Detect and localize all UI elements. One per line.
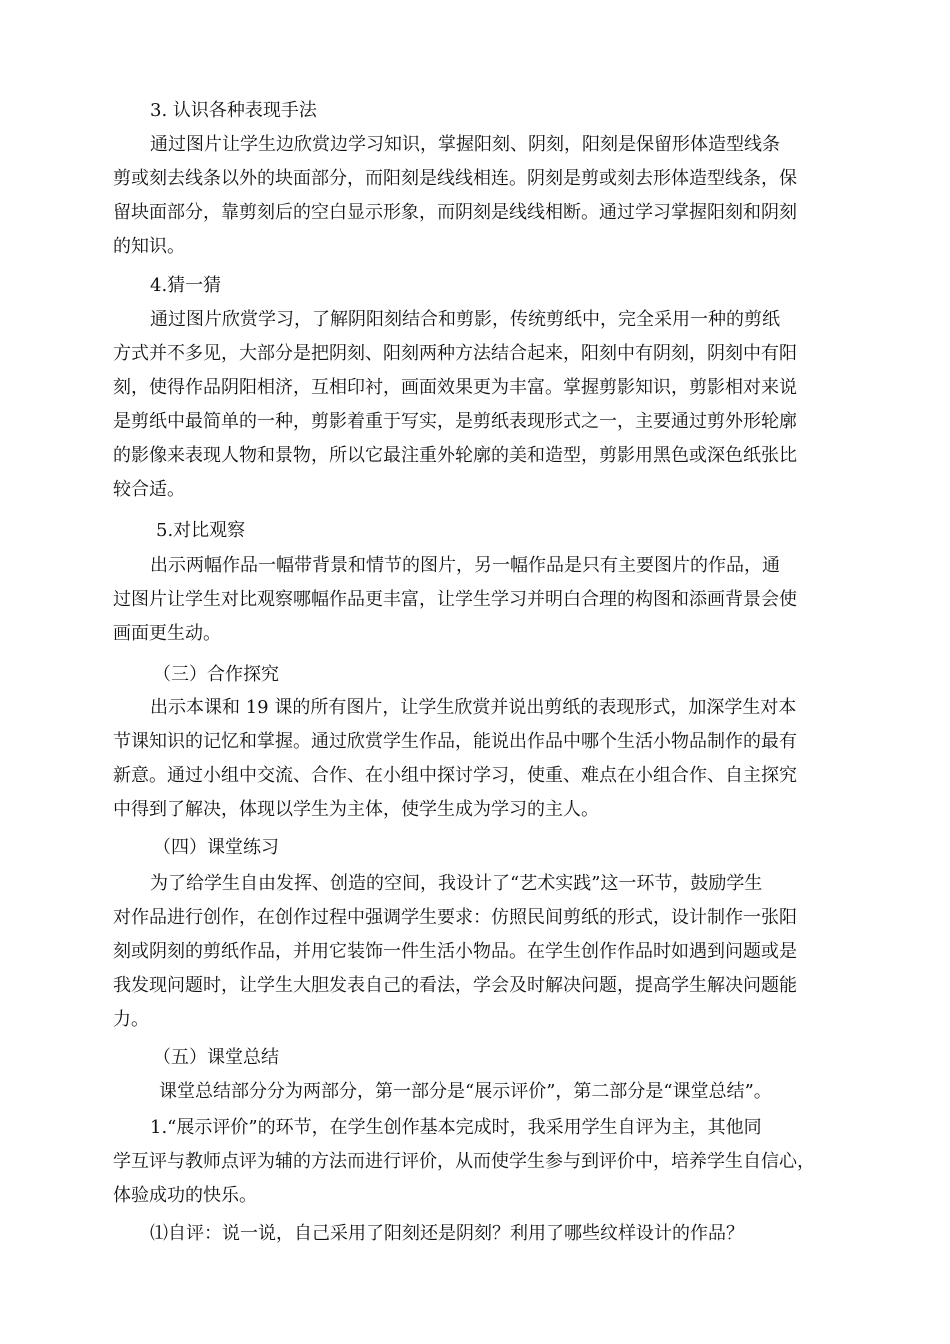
paragraph-line: 学互评与教师点评为辅的方法而进行评价，从而使学生参与到评价中，培养学生自信心， xyxy=(113,1151,815,1172)
paragraph-line: 力。 xyxy=(113,1009,149,1030)
paragraph-line: 出示两幅作品一幅带背景和情节的图片，另一幅作品是只有主要图片的作品，通 xyxy=(150,555,780,576)
paragraph-line: 体验成功的快乐。 xyxy=(113,1185,257,1206)
paragraph-line: 通过图片让学生边欣赏边学习知识，掌握阳刻、阴刻，阳刻是保留形体造型线条 xyxy=(150,134,780,155)
paragraph-line: ⑴自评：说一说，自己采用了阳刻还是阴刻？利用了哪些纹样设计的作品？ xyxy=(150,1223,744,1244)
section-heading-5: （五）课堂总结 xyxy=(153,1047,279,1068)
paragraph-line: 课堂总结部分分为两部分，第一部分是“展示评价”，第二部分是“课堂总结”。 xyxy=(159,1081,772,1102)
heading-5: 5.对比观察 xyxy=(156,520,246,541)
paragraph-line: 对作品进行创作，在创作过程中强调学生要求：仿照民间剪纸的形式，设计制作一张阳 xyxy=(113,907,797,928)
paragraph-line: 剪或刻去线条以外的块面部分，而阳刻是线线相连。阴刻是剪或刻去形体造型线条，保 xyxy=(113,168,797,189)
paragraph-line: 通过图片欣赏学习，了解阴阳刻结合和剪影，传统剪纸中，完全采用一种的剪纸 xyxy=(150,309,780,330)
paragraph-line: 留块面部分，靠剪刻后的空白显示形象，而阴刻是线线相断。通过学习掌握阳刻和阴刻 xyxy=(113,202,797,223)
section-heading-4: （四）课堂练习 xyxy=(153,837,279,858)
paragraph-line: 刻或阴刻的剪纸作品，并用它装饰一件生活小物品。在学生创作作品时如遇到问题或是 xyxy=(113,941,797,962)
paragraph-line: 方式并不多见，大部分是把阴刻、阳刻两种方法结合起来，阳刻中有阴刻，阴刻中有阳 xyxy=(113,343,797,364)
heading-4: 4.猜一猜 xyxy=(150,275,222,296)
paragraph-line: 我发现问题时，让学生大胆发表自己的看法，学会及时解决问题，提高学生解决问题能 xyxy=(113,975,797,996)
paragraph-line: 出示本课和 19 课的所有图片，让学生欣赏并说出剪纸的表现形式，加深学生对本 xyxy=(150,697,797,718)
heading-3: 3. 认识各种表现手法 xyxy=(150,100,317,121)
paragraph-line: 的知识。 xyxy=(113,236,185,257)
paragraph-line: 的影像来表现人物和景物，所以它最注重外轮廓的美和造型，剪影用黑色或深色纸张比 xyxy=(113,445,797,466)
paragraph-line: 节课知识的记忆和掌握。通过欣赏学生作品，能说出作品中哪个生活小物品制作的最有 xyxy=(113,731,797,752)
paragraph-line: 画面更生动。 xyxy=(113,623,221,644)
paragraph-line: 刻，使得作品阴阳相济，互相印衬，画面效果更为丰富。掌握剪影知识，剪影相对来说 xyxy=(113,377,797,398)
section-heading-3: （三）合作探究 xyxy=(153,664,279,685)
paragraph-line: 是剪纸中最简单的一种，剪影着重于写实，是剪纸表现形式之一，主要通过剪外形轮廓 xyxy=(113,411,797,432)
paragraph-line: 中得到了解决，体现以学生为主体，使学生成为学习的主人。 xyxy=(113,799,599,820)
paragraph-line: 过图片让学生对比观察哪幅作品更丰富，让学生学习并明白合理的构图和添画背景会使 xyxy=(113,589,797,610)
paragraph-line: 较合适。 xyxy=(113,479,185,500)
paragraph-line: 新意。通过小组中交流、合作、在小组中探讨学习，使重、难点在小组合作、自主探究 xyxy=(113,765,797,786)
paragraph-line: 为了给学生自由发挥、创造的空间，我设计了“艺术实践”这一环节，鼓励学生 xyxy=(150,873,763,894)
paragraph-line: 1.“展示评价”的环节，在学生创作基本完成时，我采用学生自评为主，其他同 xyxy=(150,1117,762,1138)
